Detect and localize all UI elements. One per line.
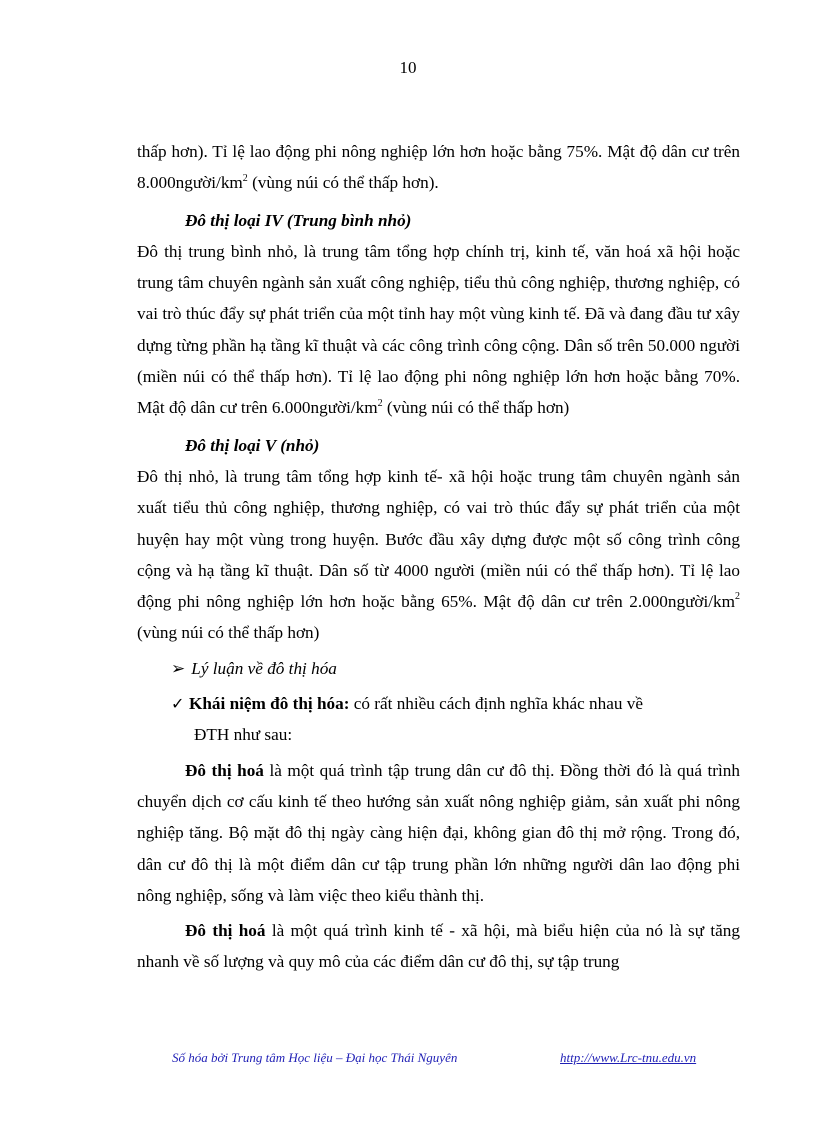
heading-urban-type-iv: Đô thị loại IV (Trung bình nhỏ) bbox=[185, 210, 412, 230]
paragraph-urbanization-definition-1 bbox=[137, 755, 740, 911]
superscript: 2 bbox=[242, 172, 248, 184]
paragraph-text: thấp hơn). Tỉ lệ lao động phi nông nghiệp lớn hơn hoặc bằng 75%. Mật độ dân cư trên 8.000người/km bbox=[137, 142, 740, 193]
bold-term: Đô thị hoá bbox=[185, 921, 266, 941]
bullet-urbanization-concept bbox=[137, 688, 740, 751]
paragraph-urban-type-iv bbox=[137, 236, 740, 424]
paragraph-urbanization-definition-2 bbox=[137, 915, 740, 978]
superscript: 2 bbox=[377, 397, 383, 409]
paragraph-text-end: (vùng núi có thể thấp hơn) bbox=[382, 398, 570, 418]
document-body bbox=[137, 136, 740, 978]
footer-link[interactable]: http://www.Lrc-tnu.edu.vn bbox=[560, 1050, 697, 1065]
page-number: 10 bbox=[399, 58, 417, 77]
checkmark-icon: ✓ bbox=[171, 694, 185, 714]
paragraph-text: Đô thị trung bình nhỏ, là trung tâm tổng hợp chính trị, kinh tế, văn hoá xã hội hoặc trung tâm chuyên ngành sản xuất công nghiệp, tiểu thủ công nghiệp, thương nghiệp, có vai trò thúc đẩy sự phát triển của một tỉnh hay một vùng kinh tế. Đã và đang đầu tư xây dựng từng phần hạ tầng kĩ thuật và các công trình công cộng. Dân số trên 50.000 người (miền núi có thể thấp hơn). Tỉ lệ lao động phi nông nghiệp lớn hơn hoặc bằng 70%. Mật độ dân cư trên 6.000người/km bbox=[137, 241, 740, 418]
paragraph-text: là một quá trình tập trung dân cư đô thị. Đồng thời đó là quá trình chuyển dịch cơ cấu kinh tế theo hướng sản xuất nông nghiệp giảm, sản xuất phi nông nghiệp tăng. Bộ mặt đô thị ngày càng hiện đại, không gian đô thị mở rộng. Trong đó, dân cư đô thị là một điểm dân cư tập trung phần lớn những người dân lao động phi nông nghiệp, sống và làm việc theo kiểu thành thị. bbox=[137, 760, 740, 905]
paragraph-text-end: (vùng núi có thể thấp hơn) bbox=[137, 623, 320, 643]
superscript: 2 bbox=[735, 591, 740, 603]
paragraph-density-continued bbox=[137, 136, 740, 199]
paragraph-text: Đô thị nhỏ, là trung tâm tổng hợp kinh tế- xã hội hoặc trung tâm chuyên ngành sản xuất tiểu thủ công nghiệp, thương nghiệp, có vai trò thúc đẩy sự phát triển của một huyện hay một vùng trong huyện. Bước đầu xây dựng được một số công trình công cộng và hạ tầng kĩ thuật. Dân số từ 4000 người (miền núi có thể thấp hơn). Tỉ lệ lao động phi nông nghiệp lớn hơn hoặc bằng 65%. Mật độ dân cư trên 2.000người/km bbox=[137, 466, 740, 612]
heading-urban-type-v: Đô thị loại V (nhỏ) bbox=[185, 435, 320, 455]
paragraph-urban-type-v bbox=[137, 461, 740, 649]
paragraph-text-end: (vùng núi có thể thấp hơn). bbox=[247, 173, 439, 193]
paragraph-text: là một quá trình kinh tế - xã hội, mà biểu hiện của nó là sự tăng nhanh về số lượng và quy mô của các điểm dân cư đô thị, sự tập trung bbox=[137, 921, 740, 972]
arrow-bullet-icon: ➢ bbox=[171, 658, 186, 678]
bullet-text: có rất nhiều cách định nghĩa khác nhau về bbox=[349, 694, 643, 714]
bullet-bold-term: Khái niệm đô thị hóa: bbox=[189, 694, 350, 714]
bullet-text-continued: ĐTH như sau: bbox=[194, 725, 293, 745]
bullet-urbanization-theory bbox=[137, 653, 740, 684]
bold-term: Đô thị hoá bbox=[185, 760, 264, 780]
footer-credit: Số hóa bởi Trung tâm Học liệu – Đại học Thái Nguyên bbox=[172, 1050, 458, 1065]
bullet-text: Lý luận về đô thị hóa bbox=[191, 658, 337, 678]
